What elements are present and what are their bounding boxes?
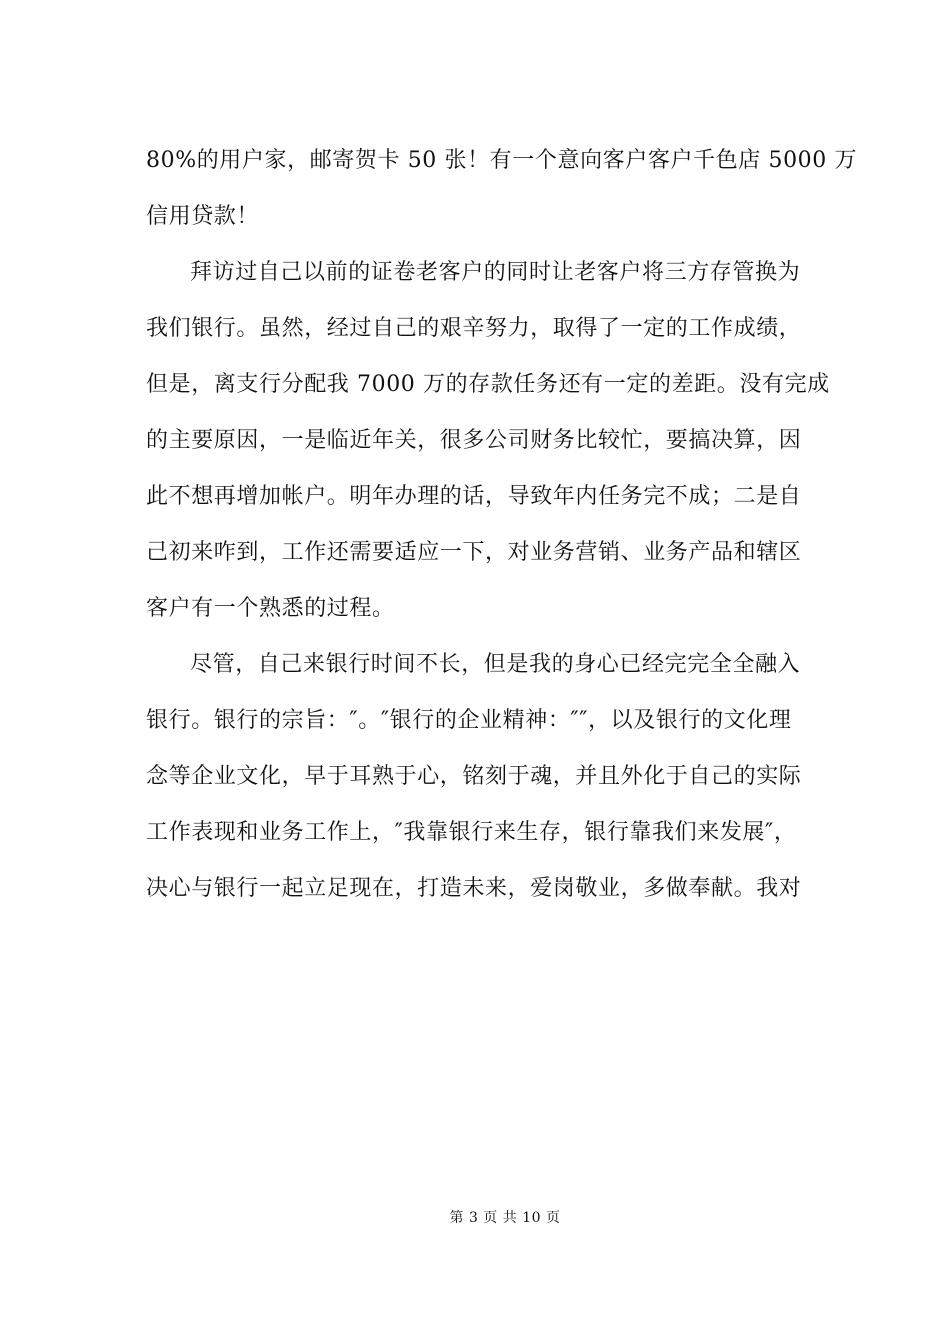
- text-line: 信用贷款！: [146, 204, 260, 229]
- text-line: 80%的用户家，邮寄贺卡 50 张！有一个意向客户客户千色店 5000 万: [146, 148, 858, 173]
- text-line: 念等企业文化，早于耳熟于心，铭刻于魂，并且外化于自己的实际: [146, 764, 802, 789]
- text-line: 我们银行。虽然，经过自己的艰辛努力，取得了一定的工作成绩，: [146, 316, 802, 341]
- text-line: 己初来咋到，工作还需要适应一下，对业务营销、业务产品和辖区: [146, 540, 802, 565]
- text-line: 的主要原因，一是临近年关，很多公司财务比较忙，要搞决算，因: [146, 428, 802, 453]
- text-line: 客户有一个熟悉的过程。: [146, 596, 395, 621]
- text-line: 工作表现和业务工作上，″我靠银行来生存，银行靠我们来发展″，: [146, 820, 797, 845]
- text-line: 银行。银行的宗旨：″。″银行的企业精神：″″，以及银行的文化理: [146, 708, 792, 733]
- text-line: 决心与银行一起立足现在，打造未来，爱岗敬业，多做奉献。我对: [146, 876, 802, 901]
- document-body: [146, 133, 858, 917]
- page-footer: [0, 1207, 950, 1227]
- paragraph-start-line: 拜访过自己以前的证卷老客户的同时让老客户将三方存管换为: [190, 260, 801, 285]
- text-line: 此不想再增加帐户。明年办理的话，导致年内任务完不成；二是自: [146, 484, 802, 509]
- text-line: 但是，离支行分配我 7000 万的存款任务还有一定的差距。没有完成: [146, 372, 830, 397]
- paragraph-start-line: 尽管，自己来银行时间不长，但是我的身心已经完完全全融入: [190, 652, 801, 677]
- page-number: 第 3 页 共 10 页: [449, 1210, 561, 1226]
